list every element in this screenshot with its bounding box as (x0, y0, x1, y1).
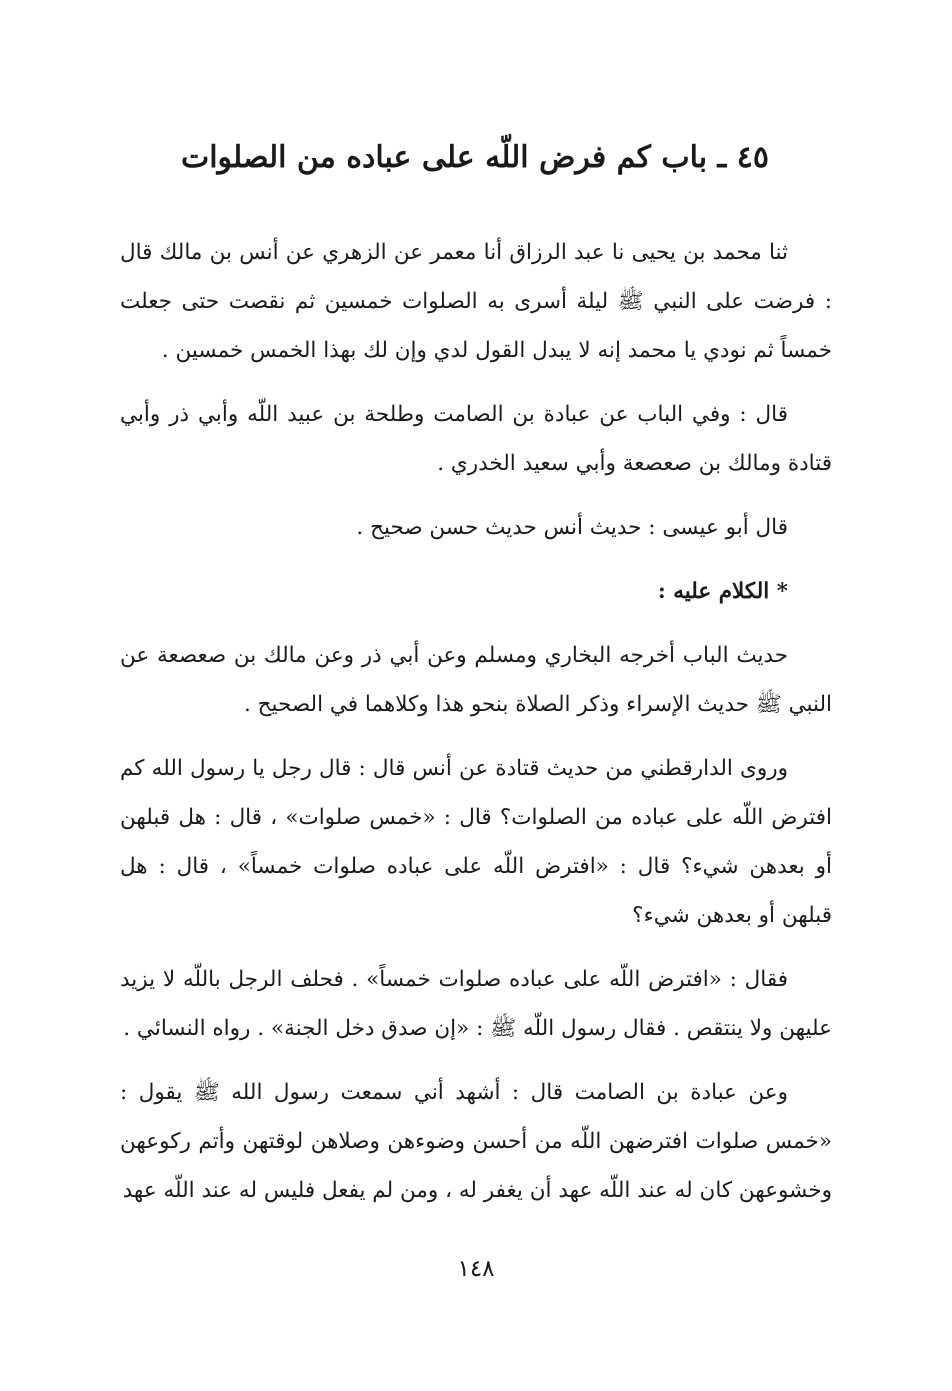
page-number: ١٤٨ (457, 1256, 495, 1282)
commentary-paragraph-2: وروى الدارقطني من حديث قتادة عن أنس قال : قال رجل يا رسول الله كم افترض اللّه على عباده من الصلوات؟ قال : «خمس صلوات» ، قال : هل قبلهن أو بعدهن شيء؟ قال : «افترض اللّه على عباده صلوات خمساً» ، قال : هل قبلهن أو بعدهن شيء؟ (120, 756, 832, 928)
hadith-paragraph: ثنا محمد بن يحيى نا عبد الرزاق أنا معمر عن الزهري عن أنس بن مالك قال : فرضت على النبي ﷺ ليلة أسرى به الصلوات خمسين ثم نقصت حتى جعلت خمساً ثم نودي يا محمد إنه لا يبدل القول لدي وإن لك بهذا الخمس خمسين . (120, 240, 832, 363)
commentary-paragraph-3: فقال : «افترض اللّه على عباده صلوات خمساً» . فحلف الرجل باللّه لا يزيد عليهن ولا ينتقص . فقال رسول اللّه ﷺ : «إن صدق دخل الجنة» . رواه النسائي . (120, 967, 832, 1041)
narrations-paragraph: قال : وفي الباب عن عبادة بن الصامت وطلحة بن عبيد اللّه وأبي ذر وأبي قتادة ومالك بن صعصعة وأبي سعيد الخدري . (120, 402, 832, 476)
page-body (120, 228, 832, 1230)
commentary-paragraph-4: وعن عبادة بن الصامت قال : أشهد أني سمعت رسول الله ﷺ يقول : «خمس صلوات افترضهن اللّه من أحسن وضوءهن وصلاهن لوقتهن وأتم ركوعهن وخشوعهن كان له عند اللّه عهد أن يغفر له ، ومن لم يفعل فليس له عند اللّه عهد (120, 1080, 832, 1203)
commentary-paragraph-1: حديث الباب أخرجه البخاري ومسلم وعن أبي ذر وعن مالك بن صعصعة عن النبي ﷺ حديث الإسراء وذكر الصلاة بنحو هذا وكلاهما في الصحيح . (120, 643, 832, 717)
chapter-title: ٤٥ ـ باب كم فرض اللّه على عباده من الصلوات (180, 140, 770, 175)
grading-paragraph: قال أبو عيسى : حديث أنس حديث حسن صحيح . (356, 515, 788, 540)
commentary-heading: * الكلام عليه : (657, 579, 788, 604)
